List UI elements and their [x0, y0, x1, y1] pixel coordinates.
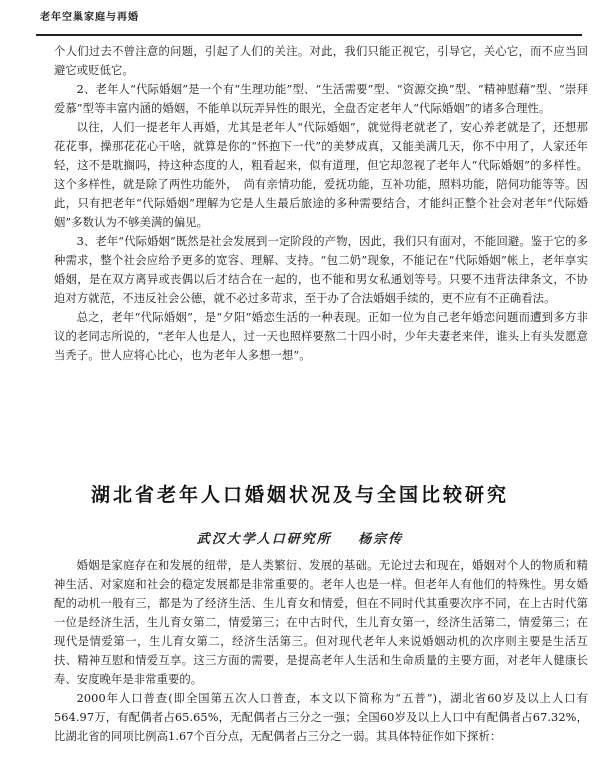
paragraph: 3、老年“代际婚姻”既然是社会发展到一定阶段的产物，因此，我们只有面对，不能回避。鉴于它的多种需求，整个社会应给予更多的宽容、理解、支持。“包二奶”现象，不能记在“代际婚姻”帐上，老年享实婚姻，是在双方离异或丧偶以后才结合在一起的，也不能和男女私通划等号。只要不违背法律条文，不协迫对方就范，不违反社会公德，就不必过多苛求，至于办了合法婚姻手续的，更不应有不正确看法。 [54, 235, 588, 305]
header-rule [36, 34, 582, 36]
author-affiliation: 武汉大学人口研究所 [196, 532, 332, 547]
byline [0, 528, 600, 547]
paragraph: 总之，老年“代际婚姻”，是“夕阳”婚恋生活的一种表现。正如一位为自己老年婚恋问题而遭到多方非议的老同志所说的，“老年人也是人，过一天也照样要熬二十四小时，少年夫妻老来伴，谁头上有头发愿意当秃子。世人应将心比心，也为老年人多想一想”。 [54, 311, 588, 362]
paragraph: 婚姻是家庭存在和发展的纽带，是人类繁衍、发展的基础。无论过去和现在，婚姻对个人的物质和精神生活、对家庭和社会的稳定发展都是非常重要的。老年人也是一样。但老年人有他们的特殊性。男女婚配的动机一般有三，都是为了经济生活、生儿育女和情爱，但在不同时代其重要次序不同，在上古时代第一位是经济生活，生儿育女第二，情爱第三；在中古时代，生儿育女第一，经济生活第二，情爱第三；在现代是情爱第一，生儿育女第二，经济生活第三。但对现代老年人来说婚姻动机的次序则主要是生活互扶、精神互慰和情爱互享。这三方面的需要，是提高老年人生活和生命质量的主要方面，对老年人健康长寿、安度晚年是非常重要的。 [54, 559, 588, 686]
running-header: 老年空巢家庭与再婚 [40, 12, 139, 23]
paragraph: 个人们过去不曾注意的问题，引起了人们的关注。对此，我们只能正视它，引导它，关心它，而不应当回避它或贬低它。 [54, 45, 588, 77]
author-name: 杨宗传 [358, 532, 404, 547]
continued-text-block [54, 42, 588, 365]
paragraph: 以往，人们一提老年人再婚，尤其是老年人“代际婚姻”，就觉得老就老了，安心养老就是了，还想那花花事，操那花花心干啥，就算是你的“怀抱下一代”的美梦成真，又能美满几天，你不中用了，人家还年轻，这不是耽搁吗，持这种态度的人，粗看起来，似有道理，但它却忽视了老年人“代际婚姻”的多样性。这个多样性，就是除了两性功能外， 尚有亲情功能，爱抚功能，互补功能，照料功能，陪伺功能等等。因此，只有把老年“代际婚姻”理解为它是人生最后旅途的多种需要结合，才能纠正整个社会对老年“代际婚姻”多数认为不够美满的偏见。 [54, 121, 588, 229]
paragraph: 2、老年人“代际婚姻”是一个有“生理功能”型、“生活需要”型、“资源交换”型、“精神慰藉”型、“崇拜爱慕”型等丰富内涵的婚姻，不能单以玩弄异性的眼光，全盘否定老年人“代际婚姻”的诸多合理性。 [54, 83, 588, 115]
article-body [54, 556, 588, 746]
paragraph: 2000年人口普查(即全国第五次人口普查，本文以下简称为“五普”)，湖北省60岁及以上人口有564.97万，有配偶者占65.65%，无配偶者占三分之一强；全国60岁及以上人口中有配偶者占67.32%，比湖北省的同项比例高1.67个百分点，无配偶者占三分之一弱。其具体特征作如下探析： [54, 692, 588, 743]
article-title: 湖北省老年人口婚姻状况及与全国比较研究 [90, 484, 509, 506]
